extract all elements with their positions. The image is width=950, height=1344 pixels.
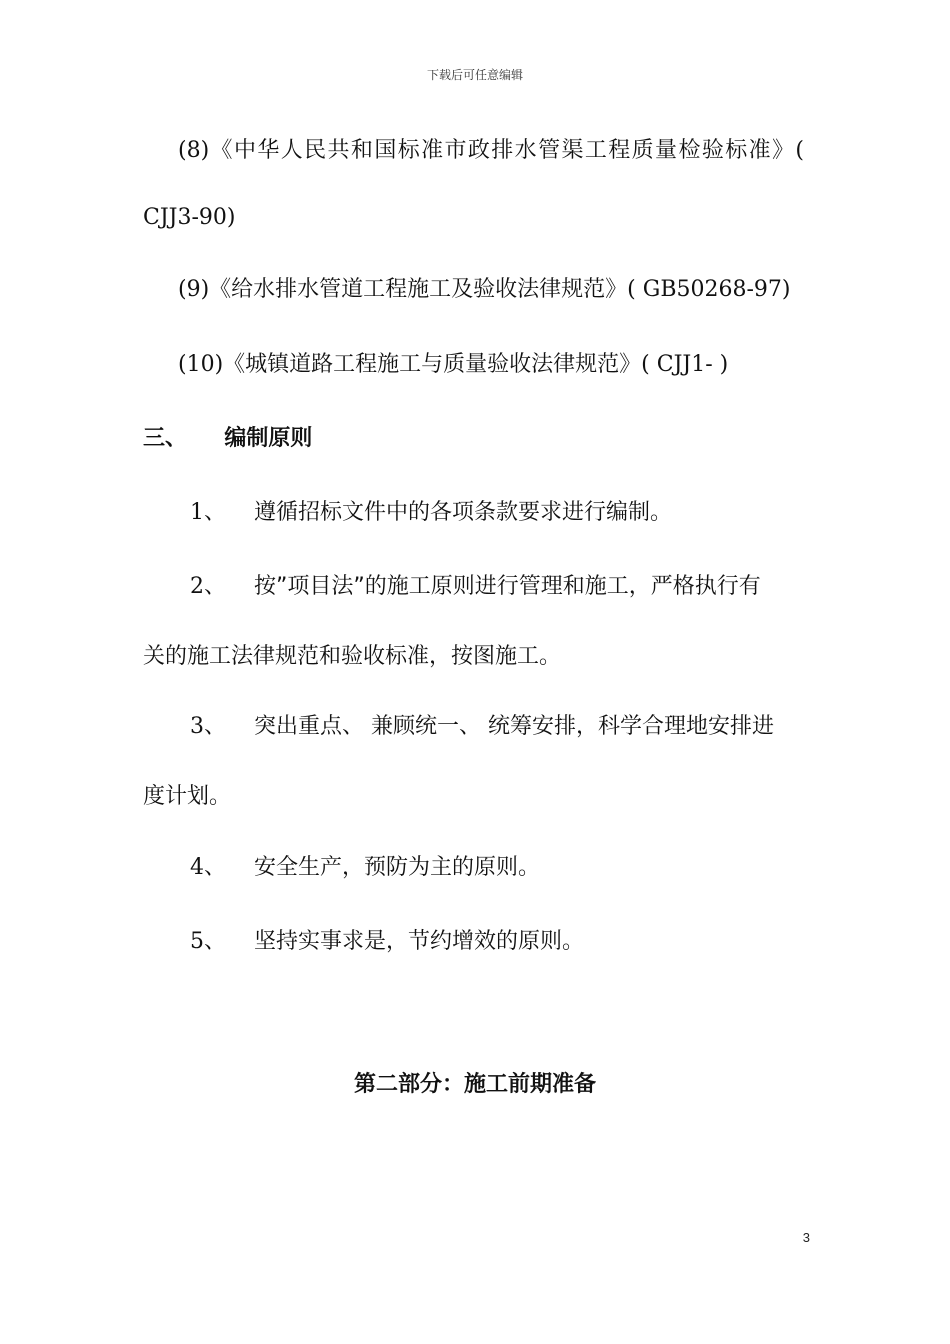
principle-number: 3、 (190, 714, 226, 739)
principle-item-2-continuation: 关的施工法律规范和验收标准，按图施工。 (143, 644, 562, 669)
principle-text: 突出重点、 兼顾统一、 统筹安排，科学合理地安排进 (254, 714, 774, 739)
principle-number: 5、 (190, 929, 226, 954)
principle-item-1 (190, 499, 672, 527)
principle-text: 安全生产，预防为主的原则。 (254, 855, 541, 880)
principle-number: 1、 (190, 500, 226, 525)
section-heading (143, 425, 312, 453)
principle-item-3-continuation: 度计划。 (143, 784, 232, 809)
principle-item-4 (190, 854, 540, 882)
part-heading: 第二部分：施工前期准备 (353, 1072, 596, 1097)
reference-item-8-continuation: CJJ3-90) (143, 205, 236, 230)
page-header-note: 下载后可任意编辑 (426, 68, 523, 82)
principle-item-3 (190, 713, 806, 741)
section-title: 编制原则 (224, 426, 313, 451)
section-number: 三、 (143, 426, 188, 451)
reference-item-10: (10)《城镇道路工程施工与质量验收法律规范》( CJJ1- ) (178, 352, 729, 377)
page-number: 3 (802, 1230, 810, 1245)
reference-item-8: (8)《中华人民共和国标准市政排水管渠工程质量检验标准》( (178, 138, 804, 163)
reference-item-9: (9)《给水排水管道工程施工及验收法律规范》( GB50268-97) (178, 277, 791, 302)
principle-number: 4、 (190, 855, 226, 880)
principle-number: 2、 (190, 574, 226, 599)
principle-item-5 (190, 928, 584, 956)
principle-text: 按”项目法”的施工原则进行管理和施工，严格执行有 (254, 574, 761, 599)
principle-text: 遵循招标文件中的各项条款要求进行编制。 (254, 500, 673, 525)
principle-text: 坚持实事求是，节约增效的原则。 (254, 929, 585, 954)
principle-item-2 (190, 573, 806, 601)
